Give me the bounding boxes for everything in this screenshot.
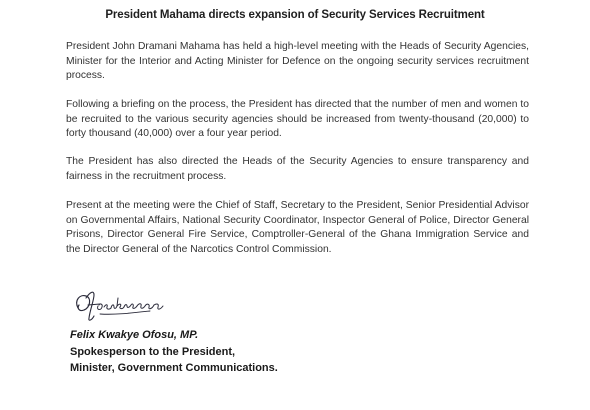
paragraph-transparency: The President has also directed the Heads of the Security Agencies to ensure transparency and fairness in the recruitment process.	[66, 156, 529, 182]
signatory-role: Spokesperson to the President,	[70, 345, 236, 358]
paragraph-attendees: Present at the meeting were the Chief of Staff, Secretary to the President, Senior Presidential Advisor on Governmental Affairs, National Security Coordinator, Inspector General of Police, Director General Prisons, Director General Fire Service, Comptroller-General of the Ghana Immigration Service and the Director General of the Narcotics Control Commission.	[66, 200, 529, 255]
paragraph-meeting: President John Dramani Mahama has held a high-level meeting with the Heads of Security Agencies, Minister for the Interior and Acting Minister for Defence on the ongoing security services recruitment process.	[66, 41, 529, 81]
signatory-office: Minister, Government Communications.	[70, 362, 278, 374]
document-title: President Mahama directs expansion of Security Services Recruitment	[105, 9, 485, 21]
signatory-block	[70, 327, 490, 377]
handwritten-signature	[70, 286, 170, 326]
signatory-name: Felix Kwakye Ofosu, MP.	[70, 329, 199, 341]
paragraph-directive: Following a briefing on the process, the President has directed that the number of men and women to be recruited to the various security agencies should be increased from twenty-thousand (20,000) to forty thousand (40,000) over a four year period.	[66, 99, 529, 139]
